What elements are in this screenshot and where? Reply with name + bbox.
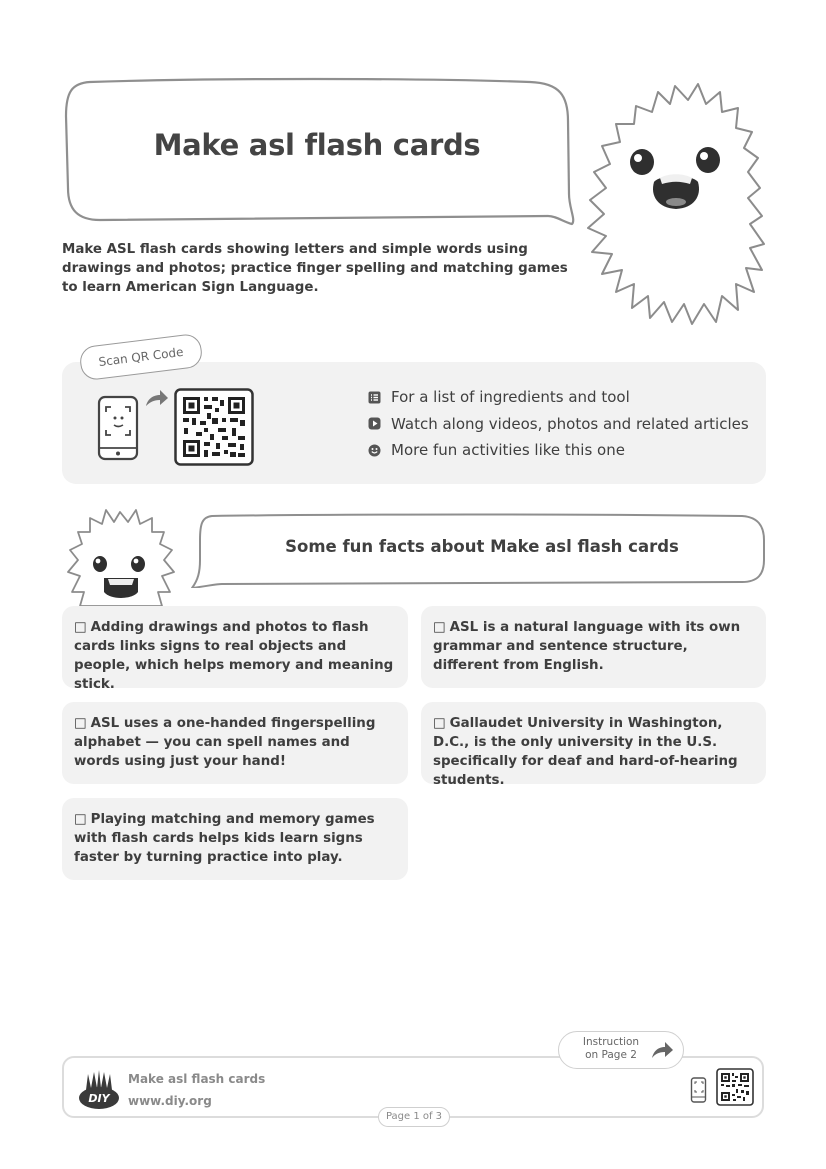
fact-text: ASL is a natural language with its own grammar and sentence structure, different from English.	[433, 620, 741, 673]
instruction-label	[576, 1036, 646, 1062]
bullet-icon: □	[74, 716, 87, 731]
bullet-icon: □	[74, 620, 87, 635]
info-item-label: For a list of ingredients and tool	[391, 388, 630, 407]
qr-info-list	[368, 384, 758, 464]
info-item-videos[interactable]	[368, 411, 758, 438]
bullet-icon: □	[74, 812, 87, 827]
qr-code-small[interactable]	[716, 1068, 754, 1106]
info-item-ingredients[interactable]	[368, 384, 758, 411]
fact-text: Adding drawings and photos to flash cards links signs to real objects and people, which helps memory and meaning stick.	[74, 620, 394, 692]
yeti-mascot-icon	[580, 78, 770, 328]
info-item-activities[interactable]	[368, 437, 758, 464]
facts-title: Some fun facts about Make asl flash cards	[285, 537, 679, 556]
phone-scan-icon	[690, 1074, 708, 1104]
bullet-icon: □	[433, 716, 446, 731]
page-title: Make asl flash cards	[153, 128, 481, 162]
fact-card	[62, 702, 408, 784]
intro-paragraph: Make ASL flash cards showing letters and simple words using drawings and photos; practice finger spelling and matching games to learn American Sign Language.	[62, 242, 568, 295]
fact-text: Gallaudet University in Washington, D.C., is the only university in the U.S. specifically for deaf and hard-of-hearing students.	[433, 716, 738, 788]
logo-text: DIY	[88, 1092, 110, 1105]
instruction-line-1: Instruction	[582, 1036, 640, 1048]
fact-card	[421, 702, 766, 788]
footer-title: Make asl flash cards	[128, 1072, 266, 1086]
footer-url[interactable]: www.diy.org	[128, 1094, 212, 1108]
fact-text: ASL uses a one-handed fingerspelling alphabet — you can spell names and words using just your hand!	[74, 716, 376, 769]
scan-qr-label: Scan QR Code	[78, 333, 203, 382]
smiley-icon	[368, 444, 381, 457]
bullet-icon: □	[433, 620, 446, 635]
instruction-line-2: on Page 2	[585, 1049, 637, 1061]
fact-card	[62, 798, 408, 880]
phone-scan-icon	[96, 394, 140, 462]
yeti-mascot-small-icon	[62, 508, 180, 608]
qr-code[interactable]	[174, 388, 254, 466]
fact-card	[421, 606, 766, 688]
fact-card	[62, 606, 408, 692]
info-item-label: Watch along videos, photos and related articles	[391, 414, 749, 433]
page-indicator: Page 1 of 3	[378, 1107, 450, 1127]
play-icon	[368, 417, 381, 430]
arrow-icon	[650, 1040, 674, 1060]
info-item-label: More fun activities like this one	[391, 441, 625, 460]
arrow-icon	[144, 388, 170, 408]
list-icon	[368, 391, 381, 404]
diy-logo	[78, 1068, 120, 1110]
fact-text: Playing matching and memory games with flash cards helps kids learn signs faster by turning practice into play.	[74, 812, 375, 865]
